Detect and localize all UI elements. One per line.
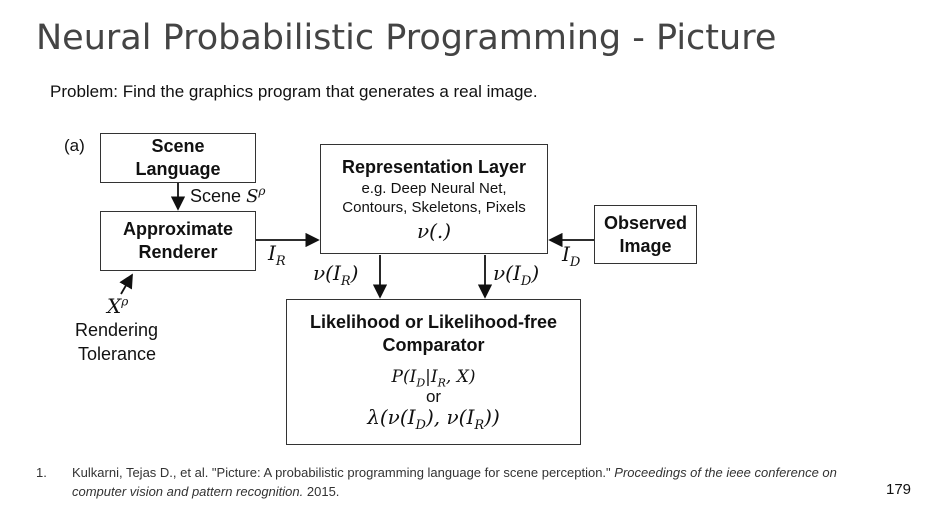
comparator-line2: Comparator: [382, 334, 485, 355]
observed-output-label: $I_D$: [562, 242, 581, 270]
representation-line2: e.g. Deep Neural Net,: [361, 179, 507, 197]
footnote-text: [72, 463, 892, 501]
nu-ir-label: $\nu(I_R)$: [313, 261, 359, 289]
comparator-formula2: $\lambda(\nu(I_D)$, $\nu(I_R)$): [367, 405, 500, 434]
footnote-year: 2015.: [306, 484, 340, 499]
comparator-or: or: [425, 387, 442, 407]
renderer-line1: Approximate: [122, 219, 234, 239]
slide-title: Neural Probabilistic Programming - Picture: [36, 18, 777, 58]
problem-statement: Problem: Find the graphics program that generates a real image.: [50, 82, 538, 101]
observed-line2: Image: [619, 235, 672, 256]
renderer-output-label: $I_R$: [268, 241, 286, 269]
scene-language-line1: Scene: [151, 136, 205, 156]
nu-id-label: $\nu(I_D)$: [493, 261, 540, 289]
footnote-citation: Kulkarni, Tejas D., et al. "Picture: A probabilistic programming language for scene perception.": [72, 465, 611, 480]
comparator-formula1: $P(I_D|I_R$, X): [391, 366, 476, 390]
scene-arrow-text: Scene: [190, 186, 242, 206]
tolerance-math: $X^\rho$: [107, 294, 129, 318]
tolerance-to-renderer-arrow: [121, 275, 132, 294]
footnote-number: 1.: [36, 465, 47, 480]
representation-title: Representation Layer: [341, 156, 527, 177]
representation-line3: Contours, Skeletons, Pixels: [342, 198, 526, 216]
footnote-venue: Proceedings of the ieee conference on computer vision and pattern recognition.: [72, 465, 837, 499]
observed-line1: Observed: [603, 212, 688, 233]
renderer-line2: Renderer: [138, 242, 218, 262]
tolerance-line2: Tolerance: [78, 344, 157, 364]
comparator-line1: Likelihood or Likelihood-free: [309, 311, 558, 332]
scene-language-line2: Language: [135, 159, 221, 179]
representation-math: ν(.): [416, 218, 452, 243]
panel-label: (a): [64, 136, 85, 155]
scene-arrow-math: $S^\rho$: [246, 184, 266, 207]
page-number: 179: [886, 481, 912, 498]
tolerance-line1: Rendering: [75, 320, 159, 340]
